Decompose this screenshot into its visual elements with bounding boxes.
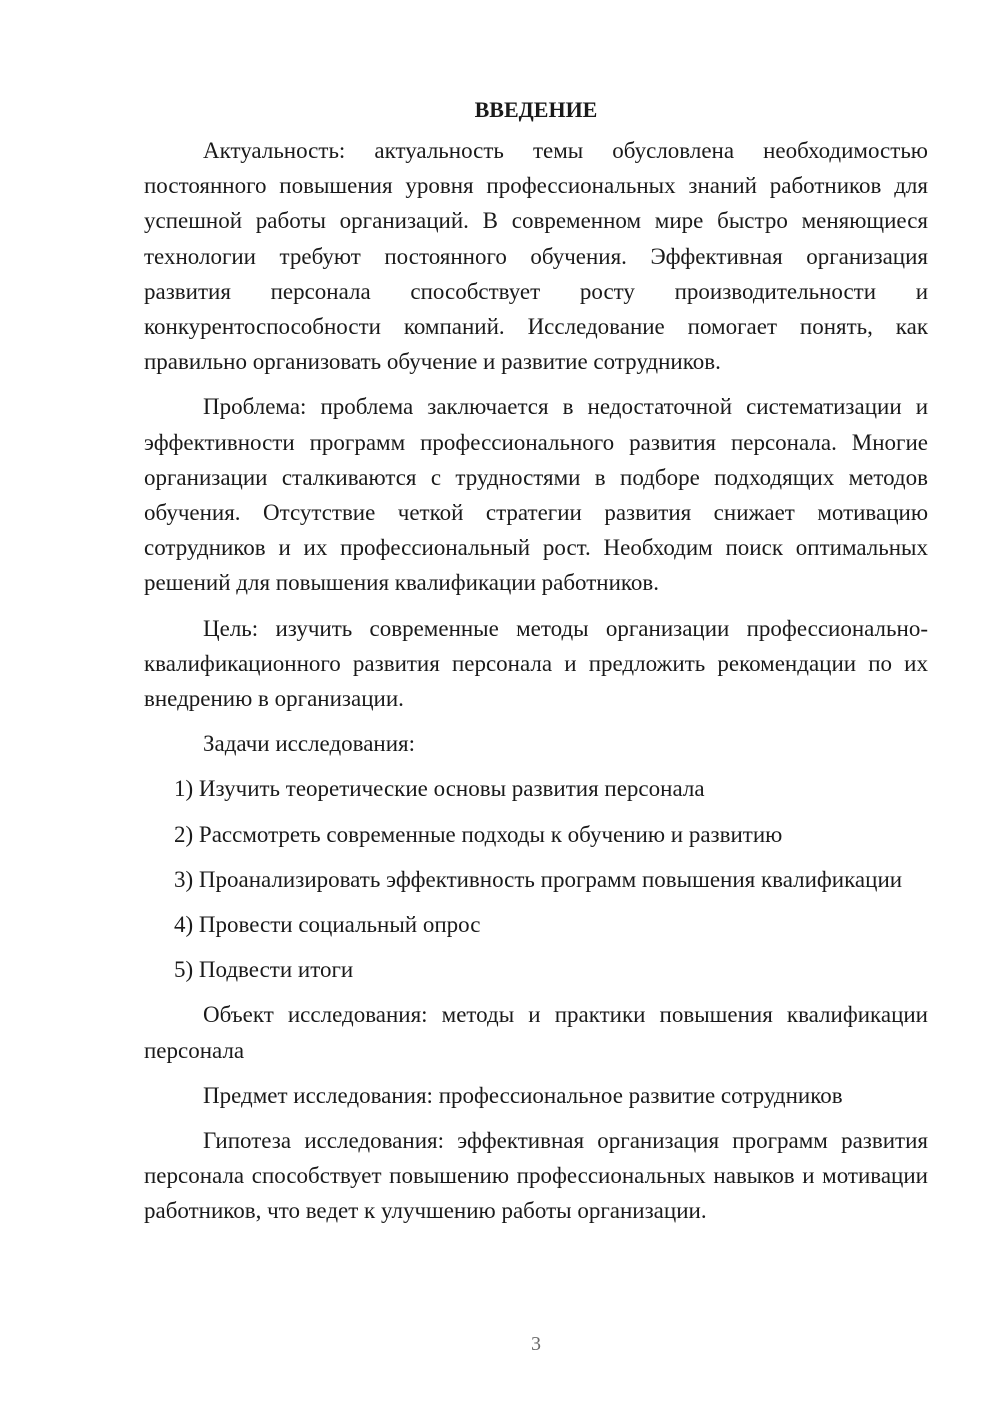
page-title: ВВЕДЕНИЕ: [474, 97, 598, 122]
task-item: 5) Подвести итоги: [174, 957, 354, 983]
task-item: 1) Изучить теоретические основы развития персонала: [174, 776, 705, 802]
task-item: 3) Проанализировать эффективность программ повышения квалификации: [174, 866, 903, 892]
paragraph-problem: Проблема: проблема заключается в недостаточной систематизации и эффективности программ профессионального развития персонала. Многие организации сталкиваются с трудностями в подборе подходящих методов обучения. Отсутствие четкой стратегии развития снижает мотивацию сотрудников и их профессиональный рост. Необходим поиск оптимальных решений для повышения квалификации работников.: [144, 394, 928, 596]
page-content: [144, 92, 928, 1239]
task-item: 2) Рассмотреть современные подходы к обучению и развитию: [174, 821, 783, 847]
paragraph-hypothesis: Гипотеза исследования: эффективная организация программ развития персонала способствует повышению профессиональных навыков и мотивации работников, что ведет к улучшению работы организации.: [144, 1128, 928, 1224]
tasks-heading: Задачи исследования:: [203, 731, 416, 757]
paragraph-subject: Предмет исследования: профессиональное развитие сотрудников: [203, 1082, 843, 1108]
paragraph-object: Объект исследования: методы и практики повышения квалификации персонала: [144, 1002, 928, 1063]
task-item: 4) Провести социальный опрос: [174, 912, 481, 938]
paragraph-goal: Цель: изучить современные методы организации профессионально-квалификационного развития персонала и предложить рекомендации по их внедрению в организации.: [144, 615, 928, 712]
paragraph-relevance: Актуальность: актуальность темы обусловлена необходимостью постоянного повышения уровня профессиональных знаний работников для успешной работы организаций. В современном мире быстро меняющиеся технологии требуют постоянного обучения. Эффективная организация развития персонала способствует росту производительности и конкурентоспособности компаний. Исследование помогает понять, как правильно организовать обучение и развитие сотрудников.: [144, 138, 928, 375]
page-number: 3: [531, 1333, 541, 1355]
